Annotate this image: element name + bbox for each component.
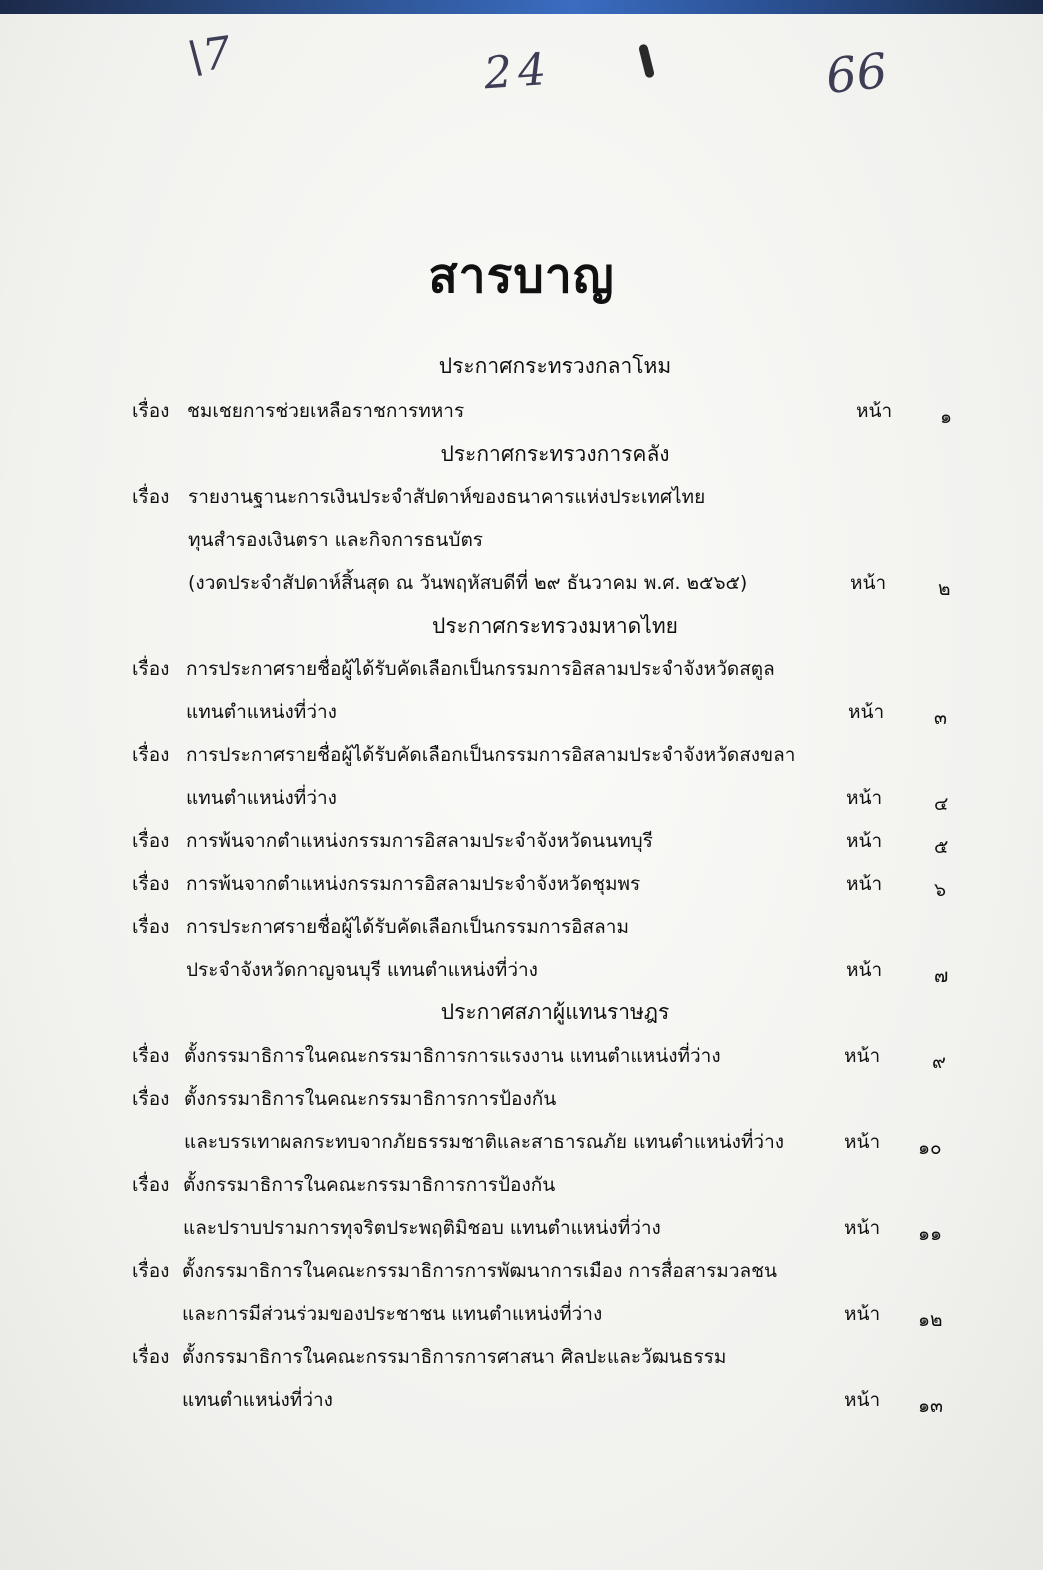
page-word: หน้า [846,830,883,852]
entry-title-line: การประกาศรายชื่อผู้ได้รับคัดเลือกเป็นกรรมการอิสลาม [186,916,629,938]
page-word: หน้า [846,873,883,895]
entry-label: เรื่อง [132,400,170,422]
entry-title-line: ตั้งกรรมาธิการในคณะกรรมาธิการการศาสนา ศิลปะและวัฒนธรรม [182,1346,727,1368]
entry-title-line: การพ้นจากตำแหน่งกรรมการอิสลามประจำจังหวัดนนทบุรี [186,830,653,852]
page-number: ๔ [934,793,949,815]
page-word: หน้า [846,959,883,981]
entry-label: เรื่อง [132,1088,170,1110]
entry-title-line: การประกาศรายชื่อผู้ได้รับคัดเลือกเป็นกรรมการอิสลามประจำจังหวัดสงขลา [186,744,796,766]
entry-title-line: แทนตำแหน่งที่ว่าง [186,701,337,723]
page-number: ๑๒ [918,1309,943,1331]
page-number: ๙ [932,1051,946,1073]
entry-label: เรื่อง [132,916,170,938]
handwritten-note-middle: 24 [482,43,554,100]
top-edge-strip [0,0,1043,14]
entry-title-line: ประจำจังหวัดกาญจนบุรี แทนตำแหน่งที่ว่าง [186,959,538,981]
page-word: หน้า [844,1303,881,1325]
entry-label: เรื่อง [132,1260,170,1282]
page-number: ๗ [934,965,949,987]
entry-title-line: แทนตำแหน่งที่ว่าง [182,1389,333,1411]
entry-title-line: ตั้งกรรมาธิการในคณะกรรมาธิการการป้องกัน [184,1088,557,1110]
entry-title-line: ตั้งกรรมาธิการในคณะกรรมาธิการการป้องกัน [183,1174,556,1196]
page-word: หน้า [844,1131,881,1153]
entry-title-line: และบรรเทาผลกระทบจากภัยธรรมชาติและสาธารณภัย แทนตำแหน่งที่ว่าง [184,1131,785,1153]
section-heading: ประกาศสภาผู้แทนราษฎร [440,1000,670,1024]
entry-label: เรื่อง [132,658,170,680]
entry-title-line: การพ้นจากตำแหน่งกรรมการอิสลามประจำจังหวัดชุมพร [186,873,641,895]
entry-label: เรื่อง [132,1045,170,1067]
page-number: ๒ [938,578,951,600]
page-word: หน้า [846,787,883,809]
entry-label: เรื่อง [132,873,170,895]
page-number: ๑ [940,406,953,428]
page-number: ๑๓ [918,1395,944,1417]
page-number: ๑๐ [918,1137,942,1159]
page-word: หน้า [844,1217,881,1239]
entry-label: เรื่อง [132,1174,170,1196]
entry-title-line: การประกาศรายชื่อผู้ได้รับคัดเลือกเป็นกรรมการอิสลามประจำจังหวัดสตูล [186,658,775,680]
page-number: ๑๑ [918,1223,943,1245]
entry-title-line: และปราบปรามการทุจริตประพฤติมิชอบ แทนตำแหน่งที่ว่าง [183,1217,661,1239]
section-heading: ประกาศกระทรวงกลาโหม [438,354,672,378]
section-heading: ประกาศกระทรวงมหาดไทย [432,614,678,638]
entry-title-line: ตั้งกรรมาธิการในคณะกรรมาธิการการพัฒนาการเมือง การสื่อสารมวลชน [182,1260,778,1282]
page-title: สารบาญ [428,248,615,304]
page-number: ๕ [934,836,949,858]
page-word: หน้า [856,400,893,422]
page-word: หน้า [844,1045,881,1067]
entry-title-line: รายงานฐานะการเงินประจำสัปดาห์ของธนาคารแห่งประเทศไทย [188,486,706,508]
entry-title-line: และการมีส่วนร่วมของประชาชน แทนตำแหน่งที่ว่าง [182,1303,603,1325]
entry-title-line: ทุนสำรองเงินตรา และกิจการธนบัตร [188,529,483,551]
handwritten-note-right: 66 [823,42,890,106]
page-number: ๖ [934,879,947,901]
entry-title-line: (งวดประจำสัปดาห์สิ้นสุด ณ วันพฤหัสบดีที่ ๒๙ ธันวาคม พ.ศ. ๒๕๖๕) [188,572,748,594]
entry-label: เรื่อง [132,744,170,766]
handwritten-note-left: \7 [184,27,235,84]
entry-title-line: ตั้งกรรมาธิการในคณะกรรมาธิการการแรงงาน แทนตำแหน่งที่ว่าง [184,1045,721,1067]
entry-title-line: แทนตำแหน่งที่ว่าง [186,787,337,809]
page-word: หน้า [844,1389,881,1411]
entry-label: เรื่อง [132,830,170,852]
entry-title-line: ชมเชยการช่วยเหลือราชการทหาร [187,400,465,422]
page-word: หน้า [848,701,885,723]
page-word: หน้า [850,572,887,594]
page-number: ๓ [934,707,947,729]
section-heading: ประกาศกระทรวงการคลัง [440,442,670,466]
entry-label: เรื่อง [132,486,170,508]
entry-label: เรื่อง [132,1346,170,1368]
